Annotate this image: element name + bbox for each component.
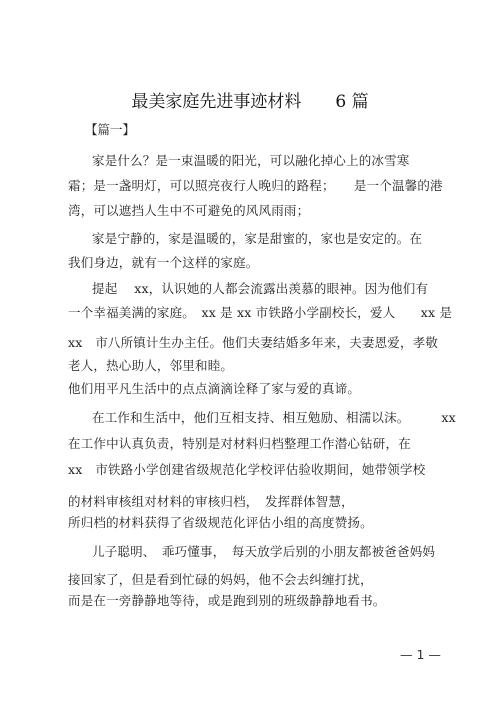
paragraph-line: xx 市铁路小学创建省级规范化学校评估验收期间，她带领学校 bbox=[68, 462, 426, 477]
paragraph-line: 的材料审核组对材料的审核归档， 发挥群体智慧， bbox=[68, 494, 354, 509]
paragraph-line: 家是宁静的，家是温暖的，家是甜蜜的，家也是安定的。在 bbox=[92, 231, 423, 246]
paragraph-line: 而是在一旁静静地等待，或是跑到别的班级静静地看书。 bbox=[68, 593, 386, 608]
paragraph-line: 在工作和生活中，他们互相支持、相互勉励、相濡以沫。 xx bbox=[92, 410, 456, 425]
paragraph-line: 老人，热心助人，邻里和睦。 bbox=[68, 358, 234, 373]
paragraph-line: 所归档的材料获得了省级规范化评估小组的高度赞扬。 bbox=[68, 515, 373, 530]
paragraph-line: 他们用平凡生活中的点点滴滴诠释了家与爱的真谛。 bbox=[68, 381, 361, 396]
paragraph-line: 我们身边，就有一个这样的家庭。 bbox=[68, 255, 259, 270]
document-title: 最美家庭先进事迹材料 6 篇 bbox=[131, 92, 369, 112]
page-number: — 1 — bbox=[400, 647, 441, 662]
section-label: 【篇一】 bbox=[85, 122, 136, 137]
paragraph-line: 儿子聪明、 乖巧懂事， 每天放学后别的小朋友都被爸爸妈妈 bbox=[92, 544, 436, 559]
paragraph-line: 霜；是一盏明灯，可以照亮夜行人晚归的路程； 是一个温馨的港 bbox=[68, 178, 443, 193]
paragraph-line: xx 市八所镇计生办主任。他们夫妻结婚多年来，夫妻恩爱，孝敬 bbox=[68, 335, 439, 350]
paragraph-line: 接回家了，但是看到忙碌的妈妈，他不会去纠缠打扰， bbox=[68, 572, 373, 587]
paragraph-line: 提起 xx，认识她的人都会流露出羡慕的眼神。因为他们有 bbox=[92, 281, 429, 296]
paragraph-line: 一个幸福美满的家庭。 xx 是 xx 市铁路小学副校长，爱人 xx 是 bbox=[68, 305, 453, 320]
paragraph-line: 湾，可以遮挡人生中不可避免的风风雨雨； bbox=[68, 203, 310, 218]
paragraph-line: 家是什么？是一束温暖的阳光，可以融化掉心上的冰雪寒 bbox=[92, 153, 410, 168]
paragraph-line: 在工作中认真负责，特别是对材料归档整理工作潜心钻研，在 bbox=[68, 436, 411, 451]
